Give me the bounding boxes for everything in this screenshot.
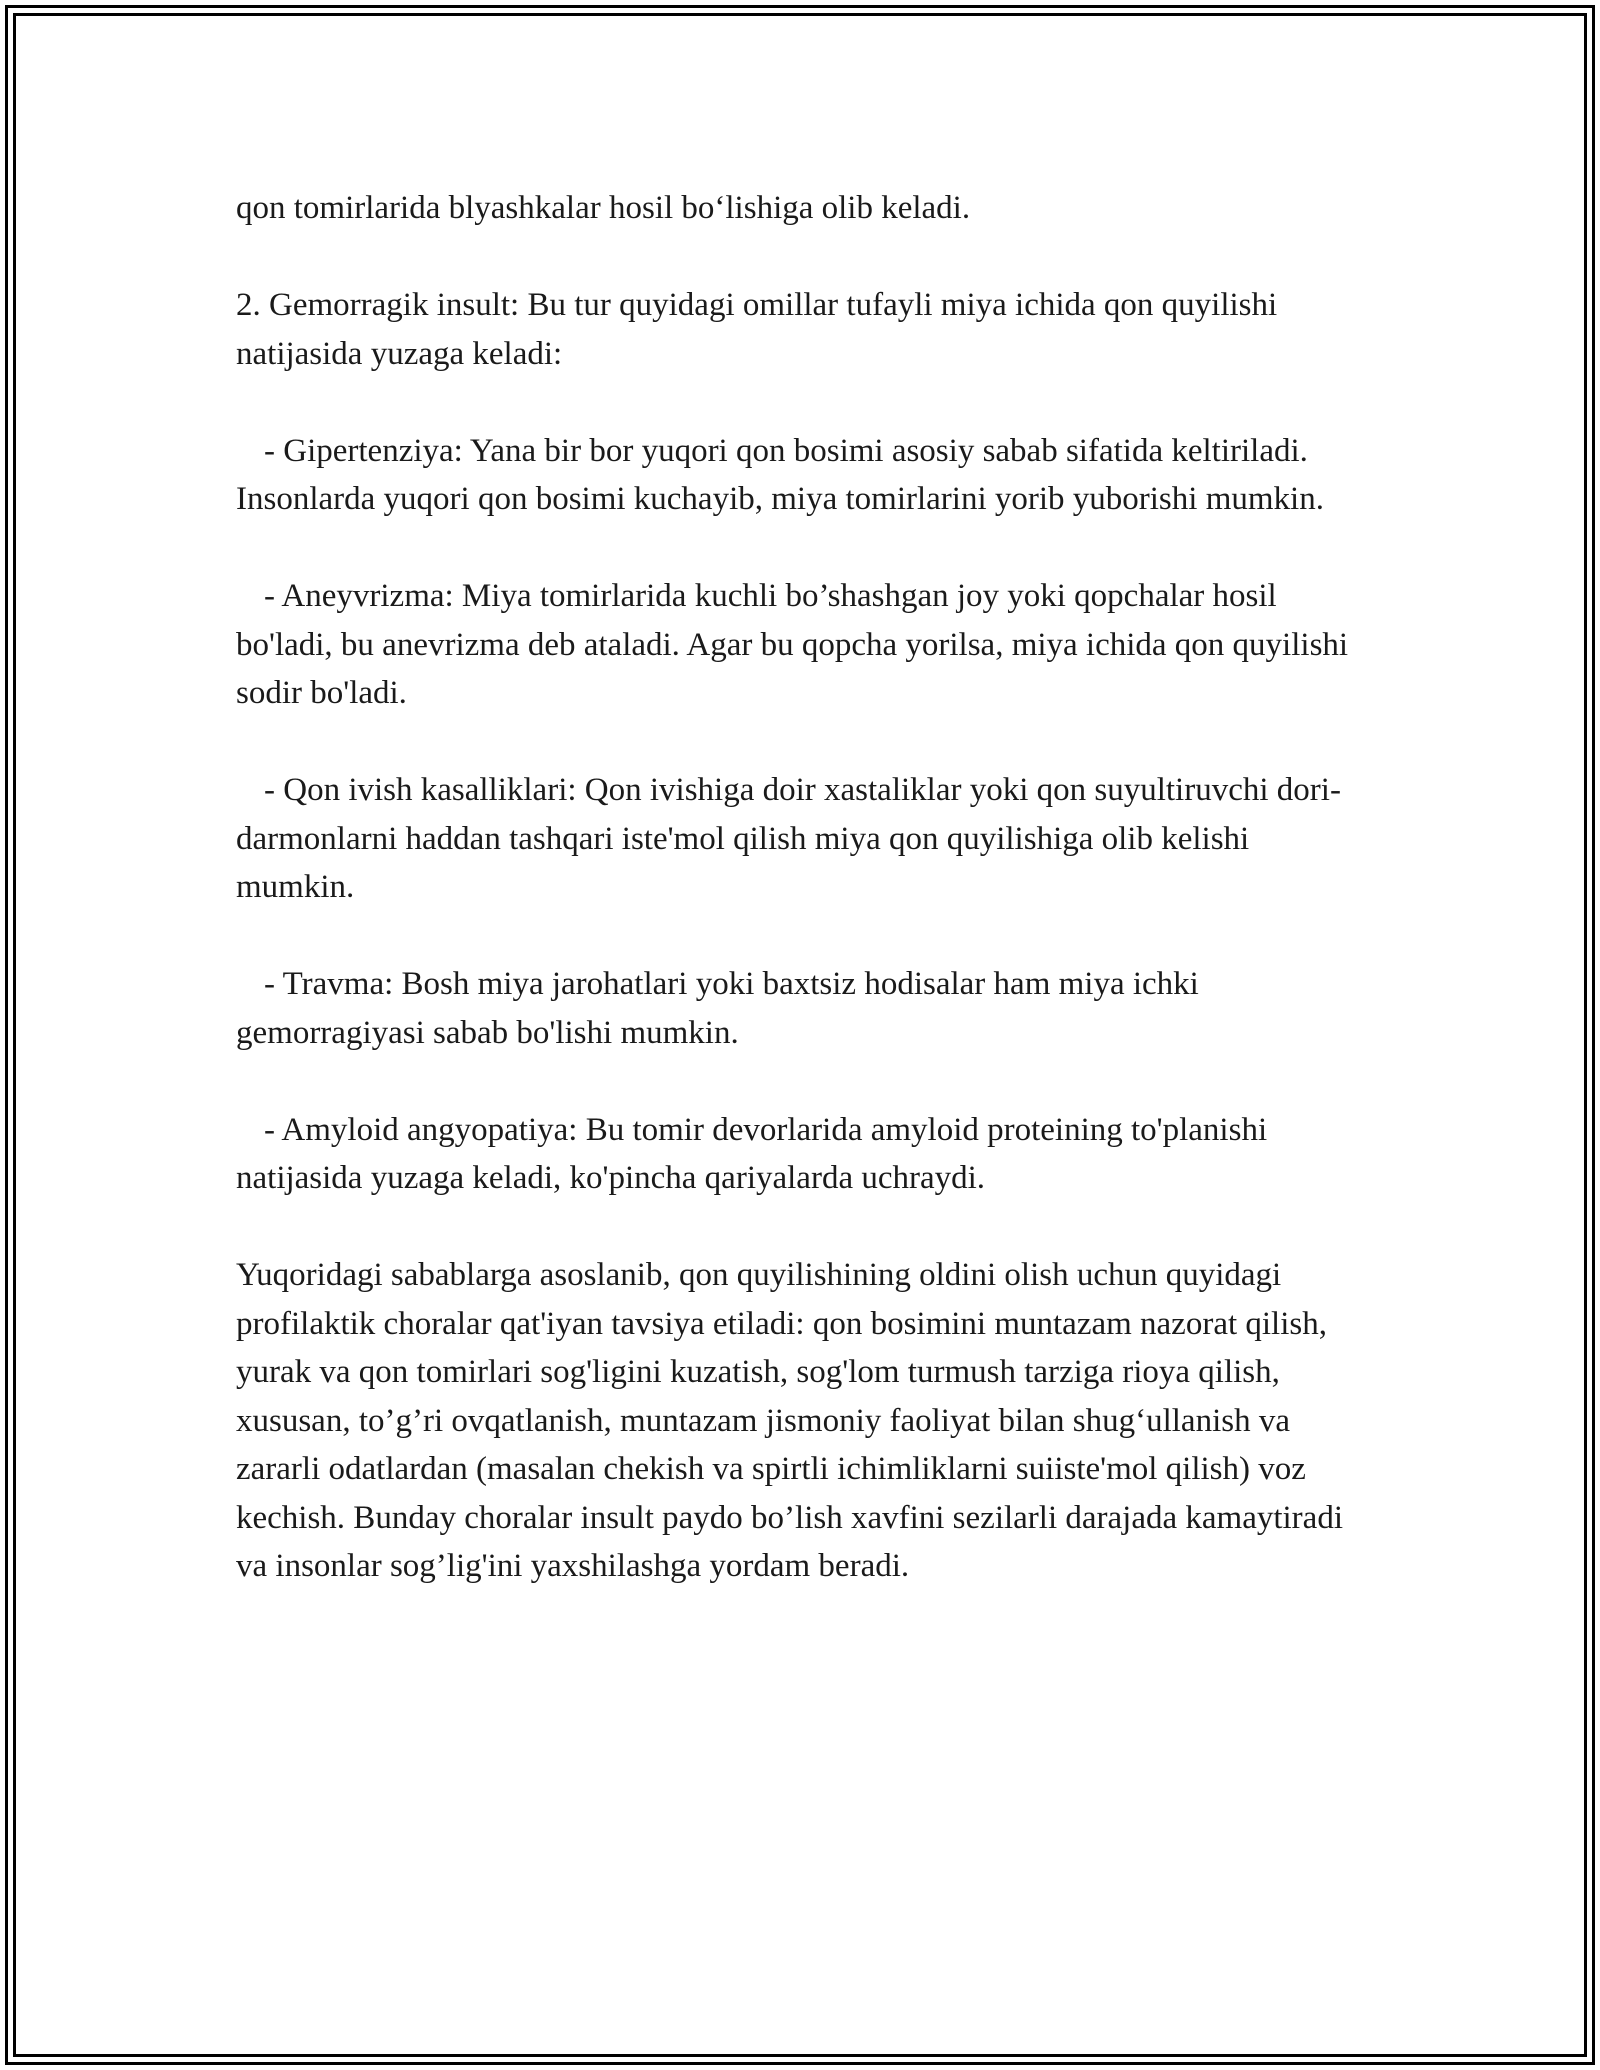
list-item-trauma: - Travma: Bosh miya jarohatlari yoki baxtsiz hodisalar ham miya ichki gemorragiyasi sabab bo'lishi mumkin. — [236, 966, 1199, 1051]
list-item-amyloid-angiopathy: - Amyloid angyopatiya: Bu tomir devorlarida amyloid proteining to'planishi natijasida yuzaga keladi, ko'pincha qariyalarda uchraydi. — [236, 1111, 1268, 1196]
list-item-hypertension: - Gipertenziya: Yana bir bor yuqori qon bosimi asosiy sabab sifatida keltiriladi. Insonlarda yuqori qon bosimi kuchayib, miya tomirlarini yorib yuborishi mumkin. — [236, 432, 1324, 517]
paragraph-prevention: Yuqoridagi sabablarga asoslanib, qon quyilishining oldini olish uchun quyidagi profilaktik choralar qat'iyan tavsiya etiladi: qon bosimini muntazam nazorat qilish, yurak va qon tomirlari sog'ligini kuzatish, sog'lom turmush tarziga rioya qilish, xususan, to’g’ri ovqatlanish, muntazam jismoniy faoliyat bilan shug‘ullanish va zararli odatlardan (masalan chekish va spirtli ichimliklarni suiiste'mol qilish) voz kechish. Bunday choralar insult paydo bo’lish xavfini sezilarli darajada kamaytiradi va insonlar sog’lig'ini yaxshilashga yordam beradi. — [236, 1257, 1343, 1584]
document-body — [236, 184, 1366, 1591]
paragraph-hemorrhagic-stroke: 2. Gemorragik insult: Bu tur quyidagi omillar tufayli miya ichida qon quyilishi natijasida yuzaga keladi: — [236, 287, 1278, 372]
paragraph-continuation: qon tomirlarida blyashkalar hosil bo‘lishiga olib keladi. — [236, 190, 971, 226]
list-item-aneurysm: - Aneyvrizma: Miya tomirlarida kuchli bo’shashgan joy yoki qopchalar hosil bo'ladi, bu anevrizma deb ataladi. Agar bu qopcha yorilsa, miya ichida qon quyilishi sodir bo'ladi. — [236, 578, 1349, 711]
list-item-clotting-disorders: - Qon ivish kasalliklari: Qon ivishiga doir xastaliklar yoki qon suyultiruvchi dori-darmonlarni haddan tashqari iste'mol qilish miya qon quyilishiga olib kelishi mumkin. — [236, 772, 1341, 905]
